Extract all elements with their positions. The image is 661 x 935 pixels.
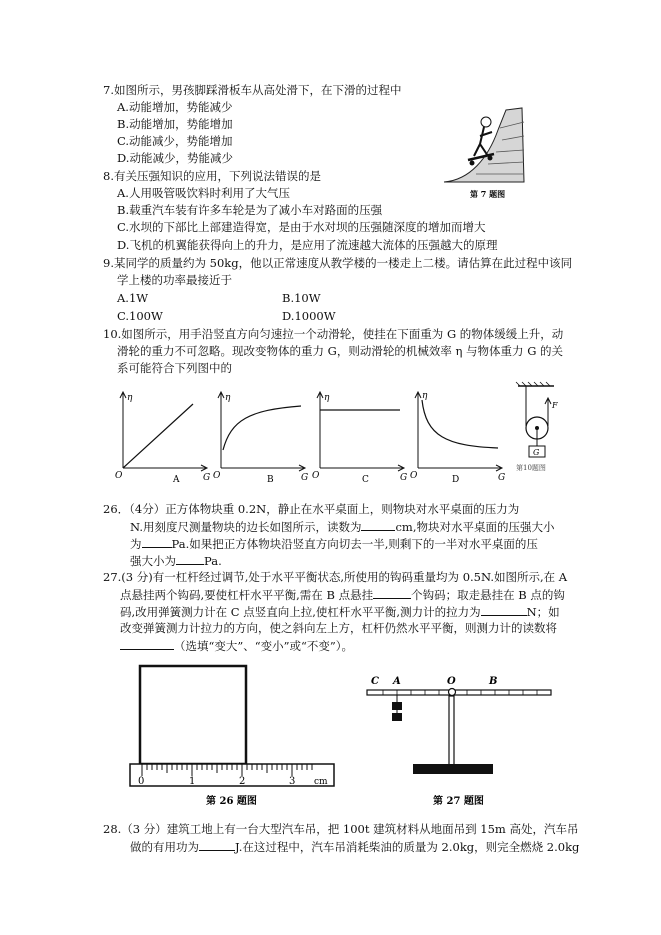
q10-pulley-figure [512, 382, 572, 474]
q26-ruler-label-3: 3 [289, 776, 296, 787]
q8-option-d: D.飞机的机翼能获得向上的升力，是应用了流速越大流体的压强越大的原理 [117, 238, 498, 252]
q10-pulley-weight-label: G [533, 448, 540, 457]
q27-blank-change [120, 638, 174, 650]
q26-line1: 26．（4分）正方体物块重 0.2N，静止在水平桌面上，则物块对水平桌面的压力为 [103, 502, 520, 516]
q9-option-a: A.1W [117, 291, 149, 305]
q27-blank-force [481, 604, 527, 616]
q27-caption: 第 27 题图 [433, 796, 484, 807]
q9-option-d: D.1000W [282, 309, 336, 323]
q10-graph-b-label: B [267, 475, 274, 485]
q10-graph-a-y-axis: η [127, 393, 133, 403]
q26-ruler-label-2: 2 [239, 776, 246, 787]
q10-graph-c-y-axis: η [324, 393, 330, 403]
q8-stem: 8.有关压强知识的应用，下列说法错误的是 [103, 169, 321, 183]
q7-stem: 7.如图所示，男孩脚踩滑板车从高处滑下，在下滑的过程中 [103, 83, 402, 97]
q26-ruler-unit: cm [314, 777, 328, 787]
q28-line2: 做的有用功为 J.在这过程中，汽车吊消耗柴油的质量为 2.0kg，则完全燃烧 2.0kg [130, 840, 580, 854]
q10-graph-a-label: A [173, 475, 180, 485]
q27-point-o: O [447, 676, 456, 687]
q10-graph-b [213, 388, 313, 483]
q9-option-c: C.100W [117, 309, 163, 323]
q10-graph-c-origin: O [312, 471, 320, 481]
q27-point-c: C [371, 676, 379, 687]
q10-graph-a [115, 388, 215, 483]
q10-graph-b-origin: O [213, 471, 221, 481]
q26-ruler-label-0: 0 [138, 776, 145, 787]
q10-graph-d-label: D [452, 475, 460, 485]
q10-graph-b-x-axis: G [301, 473, 309, 483]
q7-option-b: B.动能增加，势能增加 [117, 117, 233, 131]
q26-line2: N.用刻度尺测量物块的边长如图所示，读数为 cm,物块对水平桌面的压强大小 [130, 520, 555, 534]
q10-pulley-force-label: F [552, 401, 558, 410]
q10-line1: 10.如图所示，用手沿竖直方向匀速拉一个动滑轮，使挂在下面重为 G 的物体缓缓上升，动 [103, 327, 564, 341]
q26-line3: 为 Pa.如果把正方体物块沿竖直方向切去一半,则剩下的一半对水平桌面的压 [130, 537, 538, 551]
q10-graph-a-x-axis: G [203, 473, 211, 483]
q7-skateboard-figure [440, 100, 530, 200]
q10-pulley-caption: 第10题图 [516, 464, 546, 472]
q27-point-a: A [393, 676, 401, 687]
q8-option-a: A.人用吸管吸饮料时利用了大气压 [117, 186, 290, 200]
q10-graph-a-origin: O [115, 471, 123, 481]
q26-blank-half-pressure [176, 553, 204, 565]
q10-graph-d-y-axis: η [422, 391, 428, 401]
q27-line1: 27.(3 分)有一杠杆经过调节,处于水平平衡状态,所使用的钩码重量均为 0.5N.如图所示,在 A [103, 570, 568, 584]
q10-line2: 滑轮的重力不可忽略。现改变物体的重力 G，则动滑轮的机械效率 η 与物体重力 G 的关 [117, 344, 564, 358]
q26-ruler-label-1: 1 [189, 776, 196, 787]
q27-line5: （选填“变大”、“变小”或“不变”）。 [120, 638, 353, 654]
q28-blank-work [199, 839, 235, 851]
q26-blank-length [361, 519, 395, 531]
q10-line3: 系可能符合下列图中的 [117, 361, 232, 375]
q26-line4: 强大小为 Pa. [130, 554, 222, 568]
q26-caption: 第 26 题图 [206, 796, 257, 807]
q10-graph-b-y-axis: η [225, 393, 231, 403]
q8-option-c: C.水坝的下部比上部建造得宽，是由于水对坝的压强随深度的增加而增大 [117, 220, 486, 234]
q27-line3: 码,改用弹簧测力计在 C 点竖直向上拉,使杠杆水平平衡,测力计的拉力为 N；如 [120, 605, 560, 619]
q27-blank-count [373, 587, 411, 599]
q10-graph-d [410, 388, 510, 483]
q8-option-b: B.载重汽车装有许多车轮是为了减小车对路面的压强 [117, 203, 383, 217]
q26-figure [128, 660, 348, 810]
q9-line2: 学上楼的功率最接近于 [117, 273, 232, 287]
q27-figure [355, 660, 555, 810]
q7-option-d: D.动能减少，势能减少 [117, 151, 233, 165]
q7-option-a: A.动能增加，势能减少 [117, 100, 233, 114]
q28-line1: 28.（3 分）建筑工地上有一台大型汽车吊，把 100t 建筑材料从地面吊到 15m 高处，汽车吊 [103, 822, 579, 836]
q9-option-b: B.10W [282, 291, 321, 305]
q10-graph-d-origin: O [410, 471, 418, 481]
q10-graph-c [312, 388, 412, 483]
q10-graph-c-x-axis: G [400, 473, 408, 483]
q27-line2: 点悬挂两个钩码,要使杠杆水平平衡,需在 B 点悬挂 个钩码；取走悬挂在 B 点的钩 [120, 588, 565, 602]
q27-point-b: B [489, 676, 498, 687]
q7-figure-caption: 第 7 题图 [470, 189, 506, 199]
q9-line1: 9.某同学的质量约为 50kg，他以正常速度从教学楼的一楼走上二楼。请估算在此过程中该同 [103, 256, 573, 270]
q10-graph-c-label: C [362, 475, 369, 485]
q27-line4: 改变弹簧测力计拉力的方向，使之斜向左上方，杠杆仍然水平平衡，则测力计的读数将 [120, 621, 557, 635]
q10-graph-d-x-axis: G [498, 473, 506, 483]
q26-blank-pressure [142, 536, 172, 548]
q7-option-c: C.动能减少，势能增加 [117, 134, 233, 148]
